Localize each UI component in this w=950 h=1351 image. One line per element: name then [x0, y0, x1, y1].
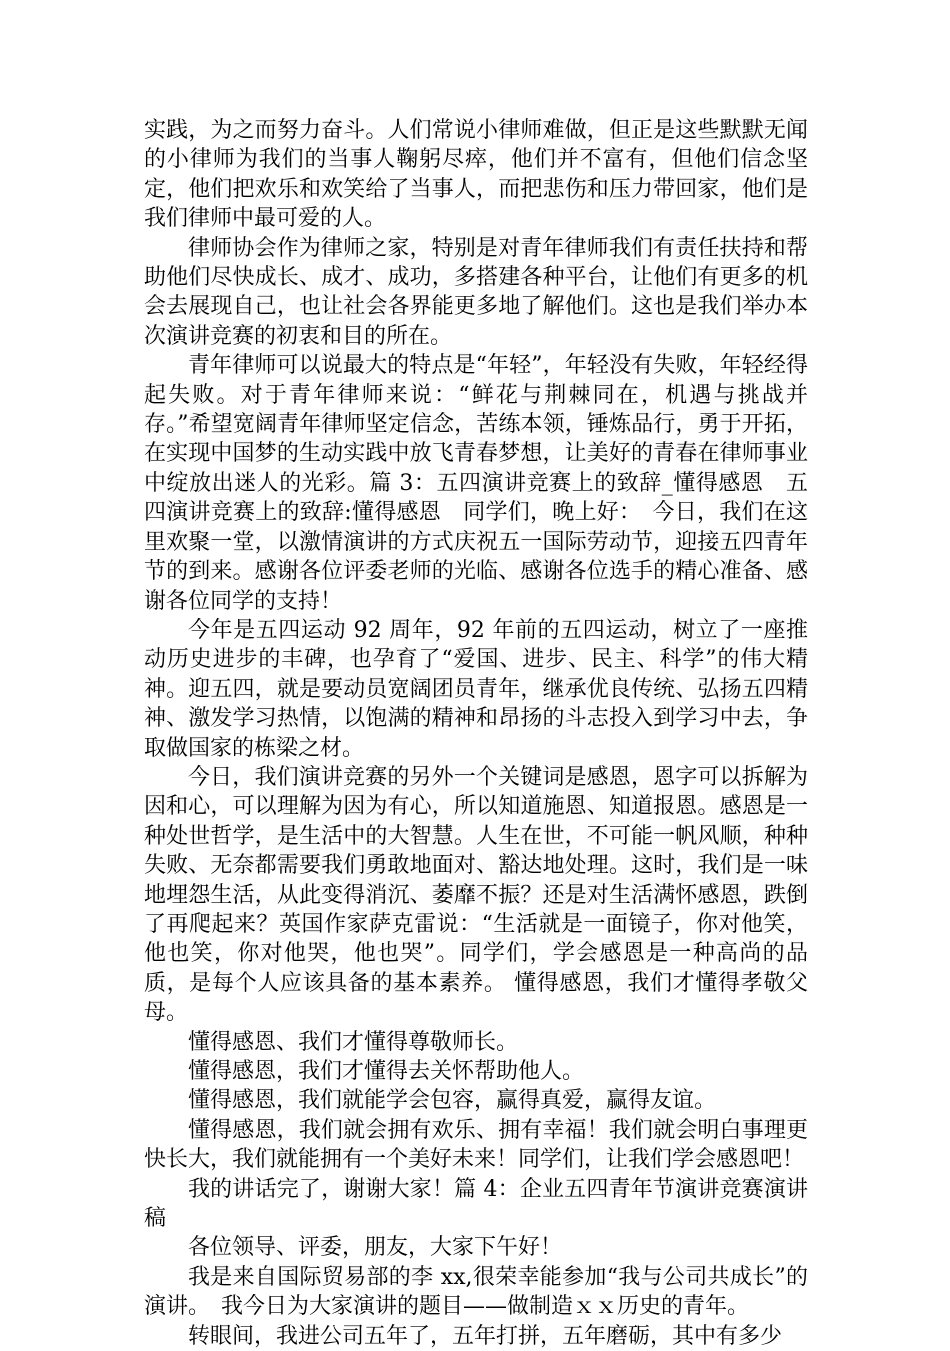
paragraph: 懂得感恩，我们才懂得去关怀帮助他人。	[188, 1059, 585, 1084]
paragraph: 懂得感恩、我们才懂得尊敬师长。	[188, 1029, 519, 1055]
paragraph: 我是来自国际贸易部的李 xx,很荣幸能参加“我与公司共成长”的演讲。 我今日为大家演讲的题目——做制造ｘｘ历史的青年。	[144, 1264, 808, 1320]
paragraph: 转眼间，我进公司五年了，五年打拼，五年磨砺，其中有多少	[188, 1323, 783, 1349]
paragraph: 今年是五四运动 92 周年，92 年前的五四运动，树立了一座推动历史进步的丰碑，也孕育了“爱国、进步、民主、科学”的伟大精神。迎五四，就是要动员宽阔团员青年，继承优良传统、弘扬五四精神、激发学习热情，以饱满的精神和昂扬的斗志投入到学习中去，争取做国家的栋梁之材。	[144, 617, 808, 761]
paragraph: 律师协会作为律师之家，特别是对青年律师我们有责任扶持和帮助他们尽快成长、成才、成功，多搭建各种平台，让他们有更多的机会去展现自己，也让社会各界能更多地了解他们。这也是我们举办本次演讲竞赛的初衷和目的所在。	[144, 235, 808, 349]
paragraph: 今日，我们演讲竞赛的另外一个关键词是感恩，恩字可以拆解为因和心，可以理解为因为有心，所以知道施恩、知道报恩。感恩是一种处世哲学，是生活中的大智慧。人生在世，不可能一帆风顺，种种失败、无奈都需要我们勇敢地面对、豁达地处理。这时，我们是一味地埋怨生活，从此变得消沉、萎靡不振？还是对生活满怀感恩，跌倒了再爬起来？英国作家萨克雷说：“生活就是一面镜子，你对他笑，他也笑，你对他哭，他也哭”。同学们，学会感恩是一种高尚的品质，是每个人应该具备的基本素养。 懂得感恩，我们才懂得孝敬父母。	[144, 764, 808, 1026]
document-page	[144, 116, 808, 1351]
paragraph: 懂得感恩，我们就能学会包容，赢得真爱，赢得友谊。	[188, 1088, 717, 1114]
paragraph: 青年律师可以说最大的特点是“年轻”，年轻没有失败，年轻经得起失败。对于青年律师来说：“鲜花与荆棘同在，机遇与挑战并存。”希望宽阔青年律师坚定信念，苦练本领，锤炼品行，勇于开拓，在实现中国梦的生动实践中放飞青春梦想，让美好的青春在律师事业中绽放出迷人的光彩。篇 3：五四演讲竞赛上的致辞_懂得感恩 五四演讲竞赛上的致辞:懂得感恩 同学们，晚上好： 今日，我们在这里欢聚一堂，以激情演讲的方式庆祝五一国际劳动节，迎接五四青年节的到来。感谢各位评委老师的光临、感谢各位选手的精心准备、感谢各位同学的支持！	[144, 353, 808, 614]
paragraph: 懂得感恩，我们就会拥有欢乐、拥有幸福！我们就会明白事理更快长大，我们就能拥有一个美好未来！同学们，让我们学会感恩吧！	[144, 1117, 808, 1173]
paragraph: 各位领导、评委，朋友，大家下午好！	[188, 1235, 563, 1261]
paragraph: 实践，为之而努力奋斗。人们常说小律师难做，但正是这些默默无闻的小律师为我们的当事人鞠躬尽瘁，他们并不富有，但他们信念坚定，他们把欢乐和欢笑给了当事人，而把悲伤和压力带回家，他们是我们律师中最可爱的人。	[144, 118, 808, 232]
paragraph: 我的讲话完了，谢谢大家！篇 4：企业五四青年节演讲竞赛演讲稿	[144, 1176, 808, 1232]
